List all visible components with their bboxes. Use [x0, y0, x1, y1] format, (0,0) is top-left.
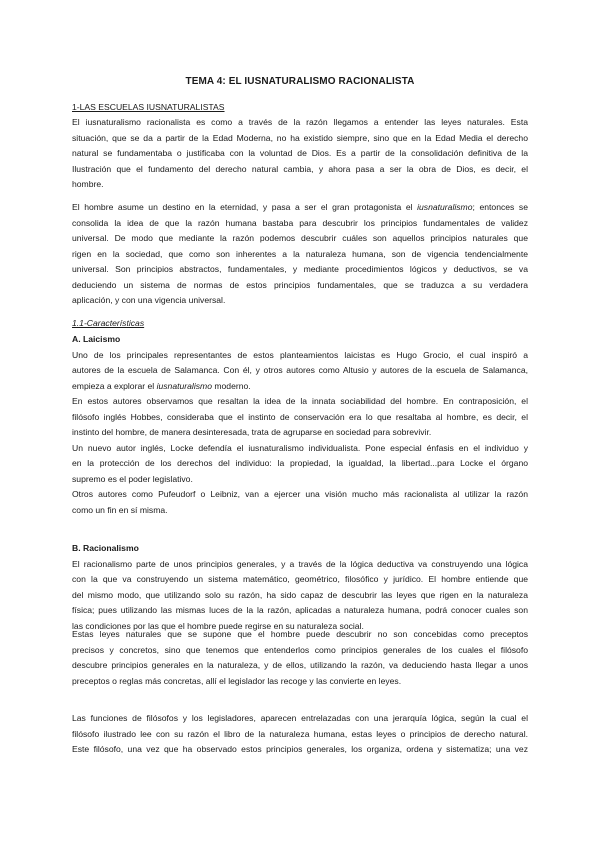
text-line: deduciendo un sistema de normas de estos principios fundamentales, que se traduzca a su verdadera: [72, 279, 528, 290]
subsection-1-1-heading: 1.1-Características: [72, 318, 145, 328]
text-line: física; pues utilizando las mismas luces de la la razón, aplicadas a naturaleza humana, podrá conocer cuales son: [72, 605, 528, 615]
text-line: Este filósofo, una vez que ha observado estos principios generales, los organiza, ordena y sistematiza; una vez: [72, 744, 528, 754]
text-line: instinto del hombre, de manera desinteresada, trata de agruparse en sociedad para sobrevivir.: [72, 427, 432, 437]
text-line: como un fin en sí misma.: [72, 504, 168, 515]
text-line: Un nuevo autor inglés, Locke defendía el iusnaturalismo individualista. Pone especial énfasis en el individuo y: [72, 442, 528, 453]
text-line: en la protección de los derechos del individuo: la propiedad, la igualdad, la libertad...para Locke el órgano: [72, 458, 528, 468]
racionalismo-paragraph-2: [72, 627, 528, 689]
text-line: hombre.: [72, 179, 104, 189]
text-line: del mismo modo, que utilizando solo su razón, ha sido capaz de descubrir las leyes que rigen en la naturaleza: [72, 589, 528, 600]
text-line: descubre principios generales en la naturaleza, y de ellos, utilizando la razón, va deduciendo hasta llegar a unos: [72, 660, 528, 670]
text-line: [72, 379, 528, 395]
text-line: El iusnaturalismo racionalista es como a través de la razón llegamos a entender las leyes naturales. Esta: [72, 117, 528, 127]
text-line: natural se fundamentaba o justificaba con la voluntad de Dios. Es a partir de la consolidación definitiva de la: [72, 148, 528, 158]
text-line: universal. Son principios abstractos, fundamentales, y mediante procedimientos lógicos y deductivos, se va: [72, 264, 528, 274]
text-line: filósofo inglés Hobbes, consideraba que el instinto de conservación era lo que resaltaba al hombre, es decir, el: [72, 411, 528, 422]
text-line: Ilustración que el fundamento del derecho natural cambia, y ahora pasa a ser la obra de Dios, es decir, el: [72, 163, 528, 174]
text-line: filósofo ilustrado lee con su razón el libro de la naturaleza humana, estas leyes o principios de derecho natural.: [72, 728, 528, 739]
text-run: moderno.: [211, 380, 251, 391]
section-1-heading: 1-LAS ESCUELAS IUSNATURALISTAS: [72, 102, 225, 112]
racionalismo-heading: B. Racionalismo: [72, 543, 139, 553]
text-line: aplicación, y con una vigencia universal.: [72, 295, 226, 305]
text-line: rigen en la sociedad, que como son inherentes a la naturaleza humana, son de vigencia tendencialmente: [72, 248, 528, 259]
text-line: las condiciones por las que el hombre puede regirse en su naturaleza social.: [72, 620, 364, 631]
text-line: consolida la idea de que la razón humana bastaba para descubrir los principios fundamentales de validez: [72, 217, 528, 228]
italic-term: iusnaturalismo: [417, 202, 473, 212]
text-line: En estos autores observamos que resaltan la idea de la innata sociabilidad del hombre. En contraposición, el: [72, 396, 528, 406]
racionalismo-section: [72, 541, 528, 634]
paragraph-2: [72, 200, 528, 309]
text-line: [72, 200, 528, 216]
italic-term: iusnaturalismo: [156, 380, 212, 391]
text-run: El hombre asume un destino en la eternidad, y pasa a ser el gran protagonista el: [72, 202, 418, 212]
text-line: Uno de los principales representantes de estos planteamientos laicistas es Hugo Grocio, el cual inspiró a: [72, 349, 528, 360]
section-heading: [72, 100, 528, 116]
subsection-heading: [72, 316, 528, 332]
text-line: El racionalismo parte de unos principios generales, y a través de la lógica deductiva va construyendo una lógica: [72, 558, 528, 569]
text-line: autores de la escuela de Salamanca. Con él, y otros autores como Altusio y autores de la escuela de Salamanca,: [72, 365, 528, 375]
text-run: empieza a explorar el: [72, 380, 157, 391]
text-line: con la que va construyendo un sistema matemático, geométrico, filosófico y jurídico. El hombre entiende que: [72, 574, 528, 584]
text-line: preceptos o reglas más concretas, allí el legislador las recoge y las convierte en leyes.: [72, 675, 402, 686]
text-line: Las funciones de filósofos y los legisladores, aparecen entrelazadas con una jerarquía lógica, según la cual el: [72, 713, 528, 723]
document-title: TEMA 4: EL IUSNATURALISMO RACIONALISTA: [185, 76, 415, 87]
laicismo-heading: A. Laicismo: [72, 334, 121, 344]
paragraph-1: [72, 115, 528, 193]
text-line: universal. De modo que mediante la razón podemos descubrir cuáles son aquellos principios naturales que: [72, 233, 528, 243]
text-line: supremo es el poder legislativo.: [72, 473, 193, 484]
text-line: situación, que se da a partir de la Edad Moderna, no ha existido siempre, sino que en la Edad Media el derecho: [72, 132, 528, 143]
racionalismo-paragraph-3: [72, 711, 528, 758]
text-line: precisos y concretos, sino que tenemos que entenderlos como principios generales de los cuales el filósofo: [72, 644, 528, 655]
laicismo-section: [72, 332, 528, 518]
text-line: Otros autores como Pufeudorf o Leibniz, van a ejercer una visión mucho más racionalista al utilizar la razón: [72, 489, 528, 499]
text-run: ; entonces se: [472, 202, 528, 212]
text-line: Estas leyes naturales que se supone que el hombre puede descubrir no son concebidas como preceptos: [72, 629, 528, 639]
